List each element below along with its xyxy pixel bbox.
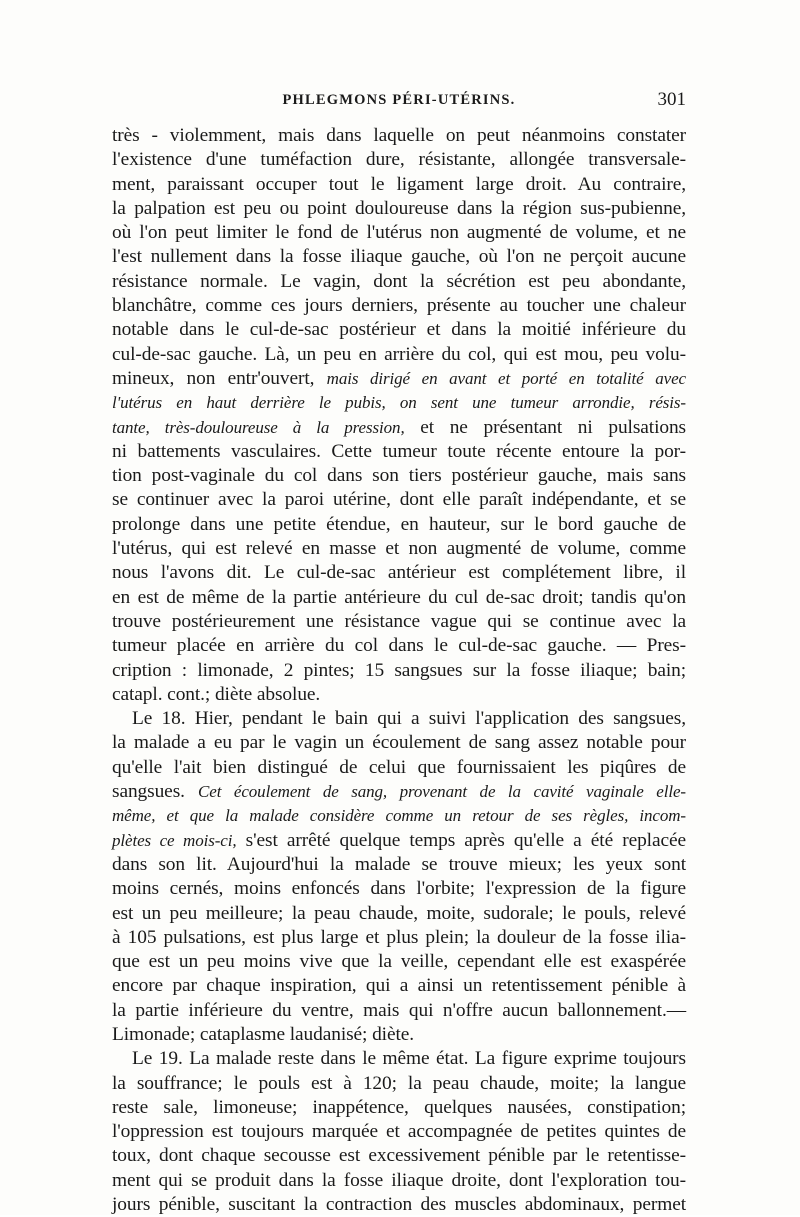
page-number: 301 <box>657 89 686 110</box>
text-line: la malade a eu par le vagin un écoulement de sang assez notable pour <box>112 732 686 754</box>
text-line: l'utérus, qui est relevé en masse et non augmenté de volume, comme <box>112 538 686 560</box>
text-line: se continuer avec la paroi utérine, dont elle paraît indépendante, et se <box>112 489 686 511</box>
text-line <box>112 829 686 853</box>
text-line: cul-de-sac gauche. Là, un peu en arrière du col, qui est mou, peu volu- <box>112 343 686 365</box>
italic-run: plètes ce mois-ci, <box>112 830 237 850</box>
text-line: l'est nullement dans la fosse iliaque gauche, où l'on ne perçoit aucune <box>112 246 686 268</box>
text-line: cription : limonade, 2 pintes; 15 sangsues sur la fosse iliaque; bain; <box>112 659 686 681</box>
text-line <box>112 804 686 828</box>
text-line: prolonge dans une petite étendue, en hauteur, sur le bord gauche de <box>112 513 686 535</box>
text-line: résistance normale. Le vagin, dont la sécrétion est peu abondante, <box>112 270 686 292</box>
text-line: encore par chaque inspiration, qui a ainsi un retentissement pénible à <box>112 975 686 997</box>
text-line: dans son lit. Aujourd'hui la malade se trouve mieux; les yeux sont <box>112 853 686 875</box>
text-line: ment qui se produit dans la fosse iliaque droite, dont l'exploration tou- <box>112 1169 686 1191</box>
text-line: la souffrance; le pouls est à 120; la peau chaude, moite; la langue <box>112 1072 686 1094</box>
text-line: Le 19. La malade reste dans le même état. La figure exprime toujours <box>132 1048 686 1070</box>
italic-run: même, et que la malade considère comme un retour de ses règles, incom- <box>112 806 686 826</box>
text-line: catapl. cont.; diète absolue. <box>112 683 321 705</box>
italic-run: l'utérus en haut derrière le pubis, on sent une tumeur arrondie, résis- <box>112 393 686 413</box>
text-line: notable dans le cul-de-sac postérieur et dans la moitié inférieure du <box>112 319 686 341</box>
text-line: la partie inférieure du ventre, mais qui n'offre aucun ballonnement.— <box>112 999 686 1021</box>
text-line <box>112 391 686 415</box>
text-line: blanchâtre, comme ces jours derniers, présente au toucher une chaleur <box>112 295 686 317</box>
text-line: que est un peu moins vive que la veille, cependant elle est exaspérée <box>112 951 686 973</box>
text-line: est un peu meilleure; la peau chaude, moite, sudorale; le pouls, relevé <box>112 902 686 924</box>
text-line: ment, paraissant occuper tout le ligament large droit. Au contraire, <box>112 173 686 195</box>
text-line: à 105 pulsations, est plus large et plus plein; la douleur de la fosse ilia- <box>112 926 686 948</box>
running-head <box>112 89 686 118</box>
text-run: s'est arrêté quelque temps après qu'elle a été replacée <box>236 829 686 851</box>
text-run: sangsues. <box>112 781 199 803</box>
running-title: PHLEGMONS PÉRI-UTÉRINS. <box>282 92 516 108</box>
italic-run: Cet écoulement de sang, provenant de la cavité vaginale elle- <box>198 782 686 802</box>
text-line: en est de même de la partie antérieure du cul de-sac droit; tandis qu'on <box>112 586 686 608</box>
text-line: où l'on peut limiter le fond de l'utérus non augmenté de volume, et ne <box>112 222 686 244</box>
text-line: Le 18. Hier, pendant le bain qui a suivi l'application des sangsues, <box>132 708 686 730</box>
text-line: la palpation est peu ou point douloureuse dans la région sus-pubienne, <box>112 197 686 219</box>
text-line: moins cernés, moins enfoncés dans l'orbite; l'expression de la figure <box>112 878 686 900</box>
text-line: toux, dont chaque secousse est excessivement pénible par le retentisse- <box>112 1145 686 1167</box>
text-line: tumeur placée en arrière du col dans le cul-de-sac gauche. — Pres- <box>112 635 686 657</box>
text-line: nous l'avons dit. Le cul-de-sac antérieur est complétement libre, il <box>112 562 686 584</box>
text-line: reste sale, limoneuse; inappétence, quelques nausées, constipation; <box>112 1096 686 1118</box>
text-line <box>112 367 686 391</box>
text-line: tion post-vaginale du col dans son tiers postérieur gauche, mais sans <box>112 465 686 487</box>
text-line <box>112 780 686 804</box>
italic-run: tante, très-douloureuse à la pression, <box>112 417 405 437</box>
text-line: trouve postérieurement une résistance vague qui se continue avec la <box>112 610 686 632</box>
text-line: ni battements vasculaires. Cette tumeur toute récente entoure la por- <box>112 440 686 462</box>
text-line: qu'elle l'ait bien distingué de celui que fournissaient les piqûres de <box>112 756 686 778</box>
text-run: mineux, non entr'ouvert, <box>112 367 327 389</box>
text-line <box>112 416 686 440</box>
italic-run: mais dirigé en avant et porté en totalité avec <box>326 368 686 388</box>
text-line: l'existence d'une tuméfaction dure, résistante, allongée transversale- <box>112 149 686 171</box>
text-line: jours pénible, suscitant la contraction des muscles abdominaux, permet <box>112 1194 686 1216</box>
text-line: très - violemment, mais dans laquelle on peut néanmoins constater <box>112 125 686 146</box>
text-run: et ne présentant ni pulsations <box>404 416 686 438</box>
text-line: Limonade; cataplasme laudanisé; diète. <box>112 1023 415 1045</box>
body-text <box>112 124 686 1217</box>
text-line: l'oppression est toujours marquée et accompagnée de petites quintes de <box>112 1121 686 1143</box>
